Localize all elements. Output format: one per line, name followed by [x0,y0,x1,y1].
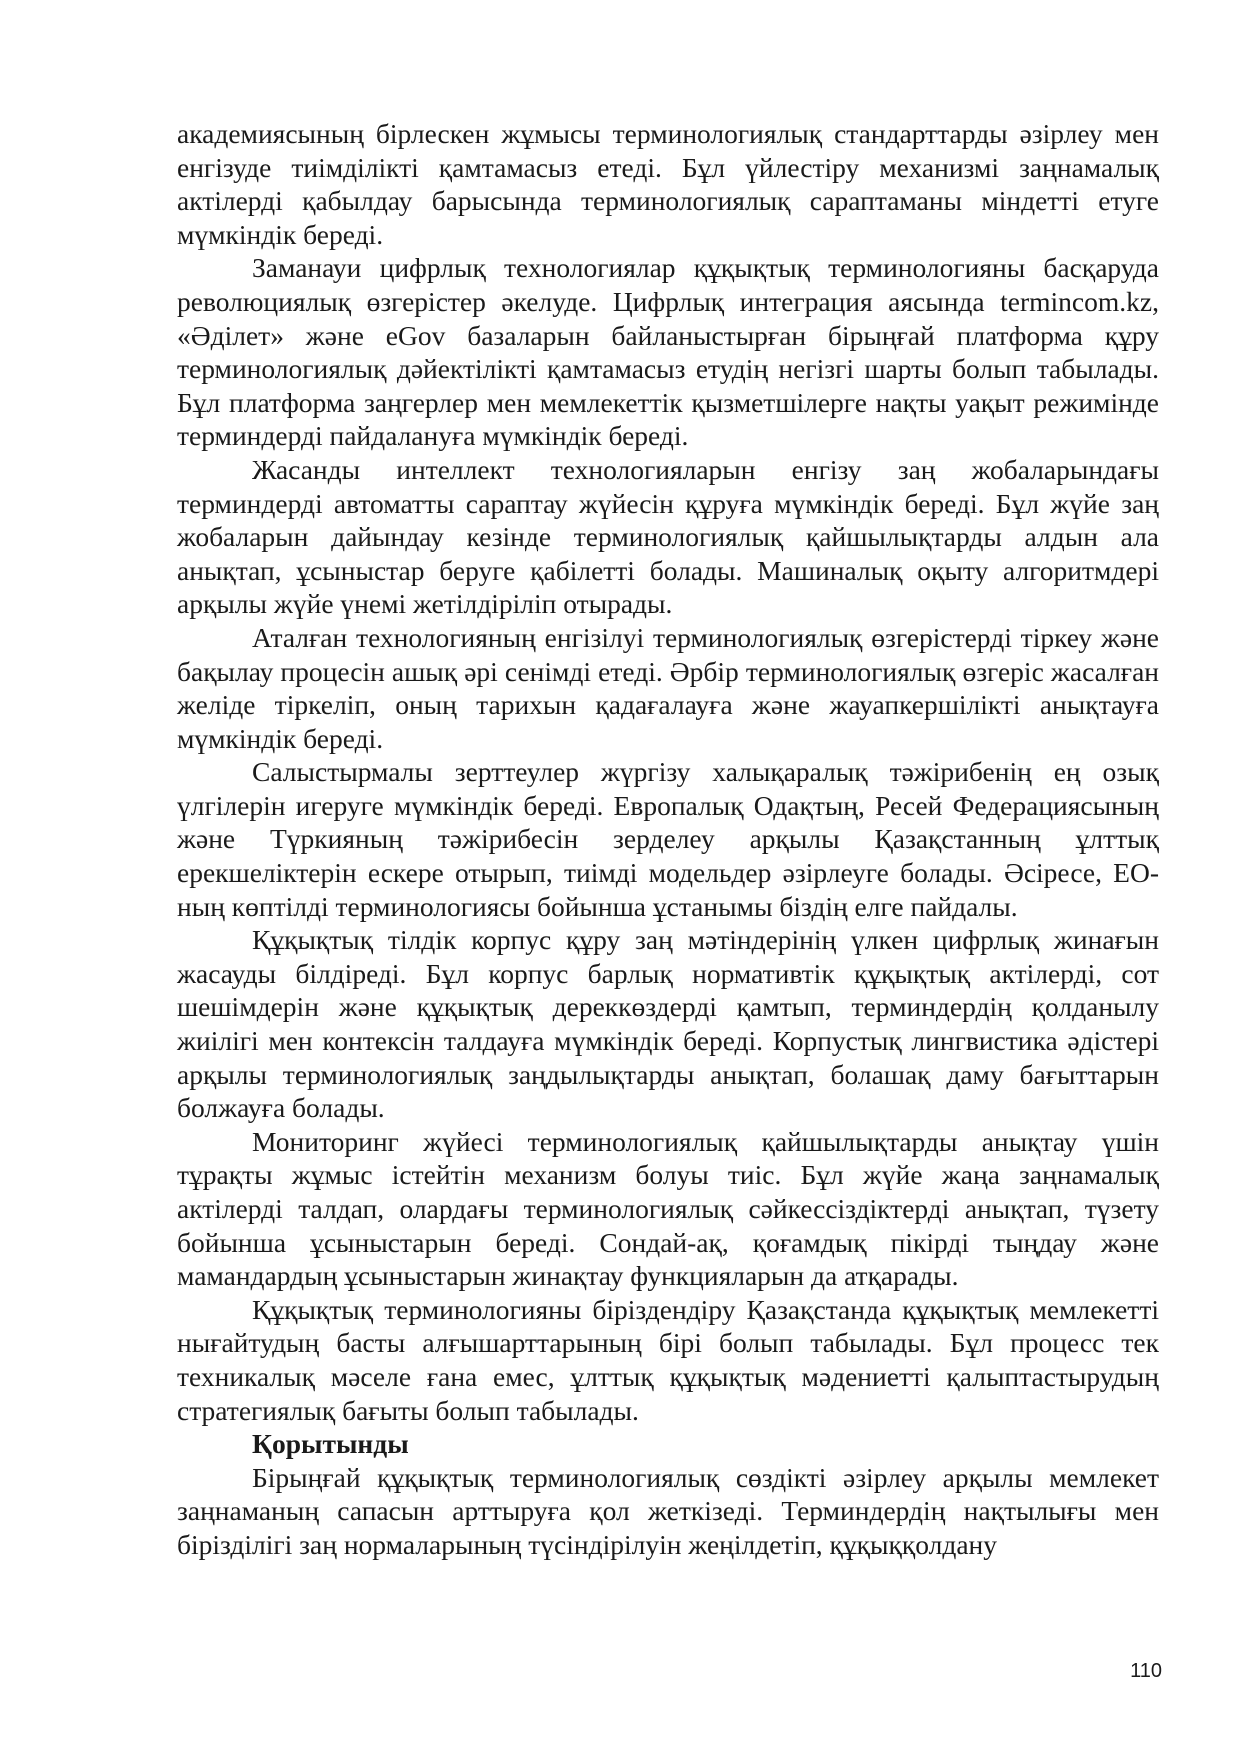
paragraph-monitoring-system: Мониторинг жүйесі терминологиялық қайшылықтарды анықтау үшін тұрақты жұмыс істейтін механизм болуы тиіс. Бұл жүйе жаңа заңнамалық актілерді талдап, олардағы терминологиялық сәйкессіздіктерді анықтап, түзету бойынша ұсыныстарын береді. Сондай-ақ, қоғамдық пікірді тыңдау және мамандардың ұсыныстарын жинақтау функцияларын да атқарады. [177,1125,1159,1292]
page-number: 110 [1130,1660,1162,1682]
paragraph-legal-corpus: Құқықтық тілдік корпус құру заң мәтіндерінің үлкен цифрлық жинағын жасауды білдіреді. Бұл корпус барлық нормативтік құқықтық актілерді, сот шешімдерін және құқықтық дереккөздерді қамтып, терминдердің қолданылу жиілігі мен контексін талдауға мүмкіндік береді. Корпустық лингвистика әдістері арқылы терминологиялық заңдылықтарды анықтап, болашақ даму бағыттарын болжауға болады. [177,924,1159,1124]
paragraph-technology-adoption: Аталған технологияның енгізілуі терминологиялық өзгерістерді тіркеу және бақылау процесін ашық әрі сенімді етеді. Әрбір терминологиялық өзгеріс жасалған желіде тіркеліп, оның тарихын қадағалауға және жауапкершілікті анықтауға мүмкіндік береді. [177,621,1159,754]
paragraph-continuation: академиясының бірлескен жұмысы терминологиялық стандарттарды әзірлеу мен енгізуде тиімділікті қамтамасыз етеді. Бұл үйлестіру механизмі заңнамалық актілерді қабылдау барысында терминологиялық сараптаманы міндетті етуге мүмкіндік береді. [177,118,1159,250]
paragraph-conclusion: Бірыңғай құқықтық терминологиялық сөздікті әзірлеу арқылы мемлекет заңнаманың сапасын арттыруға қол жеткізеді. Терминдердің нақтылығы мен біріздiлігі заң нормаларының түсіндірілуін жеңілдетіп, құқыққолдану [177,1461,1159,1560]
paragraph-unification: Құқықтық терминологияны біріздендіру Қазақстанда құқықтық мемлекетті нығайтудың басты алғышарттарының бірі болып табылады. Бұл процесс тек техникалық мәселе ғана емес, ұлттық құқықтық мәдениетті қалыптастырудың стратегиялық бағыты болып табылады. [177,1293,1159,1426]
paragraph-artificial-intelligence: Жасанды интеллект технологияларын енгізу заң жобаларындағы терминдерді автоматты сараптау жүйесін құруға мүмкіндік береді. Бұл жүйе заң жобаларын дайындау кезінде терминологиялық қайшылықтарды алдын ала анықтап, ұсыныстар беруге қабілетті болады. Машиналық оқыту алгоритмдері арқылы жүйе үнемі жетілдіріліп отырады. [177,453,1159,620]
document-body [177,117,1159,1562]
paragraph-digital-technologies: Заманауи цифрлық технологиялар құқықтық терминологияны басқаруда революциялық өзгерістер әкелуде. Цифрлық интеграция аясында termincom.kz, «Әділет» және eGov базаларын байланыстырған бірыңғай платформа құру терминологиялық дәйектілікті қамтамасыз етудің негізгі шарты болып табылады. Бұл платформа заңгерлер мен мемлекеттік қызметшілерге нақты уақыт режимінде терминдерді пайдалануға мүмкіндік береді. [177,252,1159,452]
conclusion-heading: Қорытынды [252,1428,409,1460]
paragraph-comparative-research: Салыстырмалы зерттеулер жүргізу халықаралық тәжірибенің ең озық үлгілерін игеруге мүмкіндік береді. Европалық Одақтың, Ресей Федерациясының және Түркияның тәжірибесін зерделеу арқылы Қазақстанның ұлттық ерекшеліктерін ескере отырып, тиімді модельдер әзірлеуге болады. Әсіресе, ЕО-ның көптілді терминологиясы бойынша ұстанымы біздің елге пайдалы. [177,756,1159,922]
